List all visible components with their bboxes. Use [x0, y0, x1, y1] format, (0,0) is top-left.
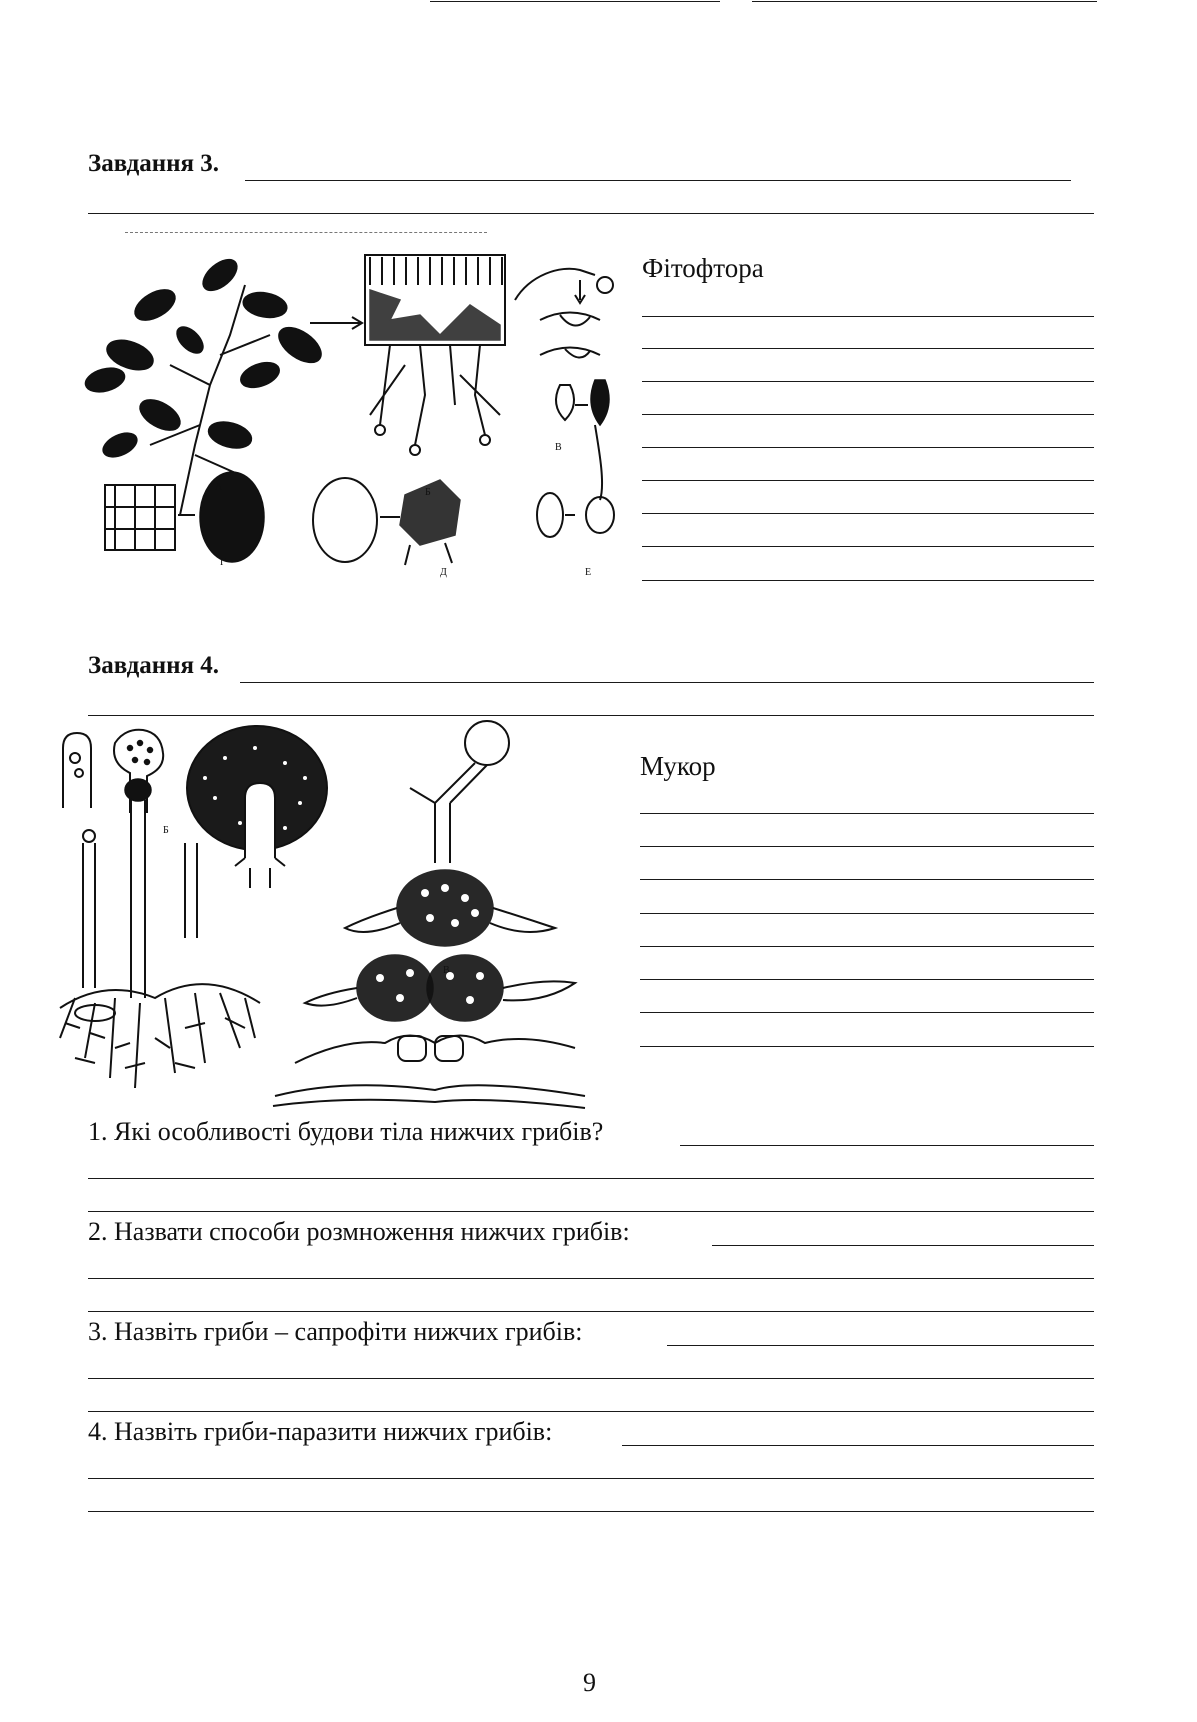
fig-letter-v: В — [555, 442, 562, 453]
question-4-answer-line[interactable] — [622, 1445, 1094, 1446]
mucor-answer-line[interactable] — [640, 946, 1094, 947]
question-2-answer-line[interactable] — [88, 1311, 1094, 1312]
phytophthora-answer-line[interactable] — [642, 546, 1094, 547]
question-4-answer-line[interactable] — [88, 1478, 1094, 1479]
task3-answer-line[interactable] — [88, 213, 1094, 214]
mucor-answer-line[interactable] — [640, 879, 1094, 880]
task4-answer-line[interactable] — [88, 715, 1094, 716]
question-4-answer-line[interactable] — [88, 1511, 1094, 1512]
phytophthora-answer-line[interactable] — [642, 580, 1094, 581]
question-3-answer-line[interactable] — [88, 1411, 1094, 1412]
fig-letter-b: Б — [163, 825, 169, 836]
question-4: 4. Назвіть гриби-паразити нижчих грибів: — [88, 1417, 553, 1446]
phytophthora-answer-line[interactable] — [642, 513, 1094, 514]
phytophthora-answer-line[interactable] — [642, 316, 1094, 317]
mucor-label: Мукор — [640, 751, 716, 781]
fig-letter-b: Б — [425, 487, 431, 498]
phytophthora-answer-line[interactable] — [642, 348, 1094, 349]
question-1-answer-line[interactable] — [88, 1211, 1094, 1212]
phytophthora-label: Фітофтора — [642, 253, 764, 283]
top-scan-line — [752, 1, 1097, 2]
question-3-answer-line[interactable] — [88, 1378, 1094, 1379]
question-2: 2. Назвати способи розмноження нижчих грибів: — [88, 1217, 630, 1246]
mucor-illustration — [55, 718, 615, 1108]
task4-title: Завдання 4. — [88, 652, 220, 679]
phytophthora-answer-line[interactable] — [642, 381, 1094, 382]
task3-title: Завдання 3. — [88, 150, 220, 177]
faint-scan-line — [125, 232, 487, 233]
mucor-answer-line[interactable] — [640, 979, 1094, 980]
question-2-answer-line[interactable] — [712, 1245, 1094, 1246]
task4-answer-line[interactable] — [240, 682, 1094, 683]
mucor-answer-line[interactable] — [640, 846, 1094, 847]
mucor-answer-line[interactable] — [640, 1012, 1094, 1013]
question-3-answer-line[interactable] — [667, 1345, 1094, 1346]
phytophthora-answer-line[interactable] — [642, 414, 1094, 415]
task3-answer-line[interactable] — [245, 180, 1071, 181]
fig-letter-d: Д — [440, 567, 447, 578]
question-1-answer-line[interactable] — [88, 1178, 1094, 1179]
phytophthora-answer-line[interactable] — [642, 447, 1094, 448]
question-2-answer-line[interactable] — [88, 1278, 1094, 1279]
question-1-answer-line[interactable] — [680, 1145, 1094, 1146]
phytophthora-answer-line[interactable] — [642, 480, 1094, 481]
question-3: 3. Назвіть гриби – сапрофіти нижчих грибів: — [88, 1317, 583, 1346]
page-number: 9 — [583, 1668, 596, 1697]
fig-letter-g: Г — [220, 557, 226, 568]
mucor-answer-line[interactable] — [640, 1046, 1094, 1047]
top-scan-line — [430, 1, 720, 2]
mucor-answer-line[interactable] — [640, 913, 1094, 914]
question-1: 1. Які особливості будови тіла нижчих грибів? — [88, 1117, 604, 1146]
fig-letter-a: А — [215, 482, 223, 493]
fig-letter-e: Е — [585, 567, 592, 578]
mucor-answer-line[interactable] — [640, 813, 1094, 814]
phytophthora-illustration — [60, 245, 630, 615]
